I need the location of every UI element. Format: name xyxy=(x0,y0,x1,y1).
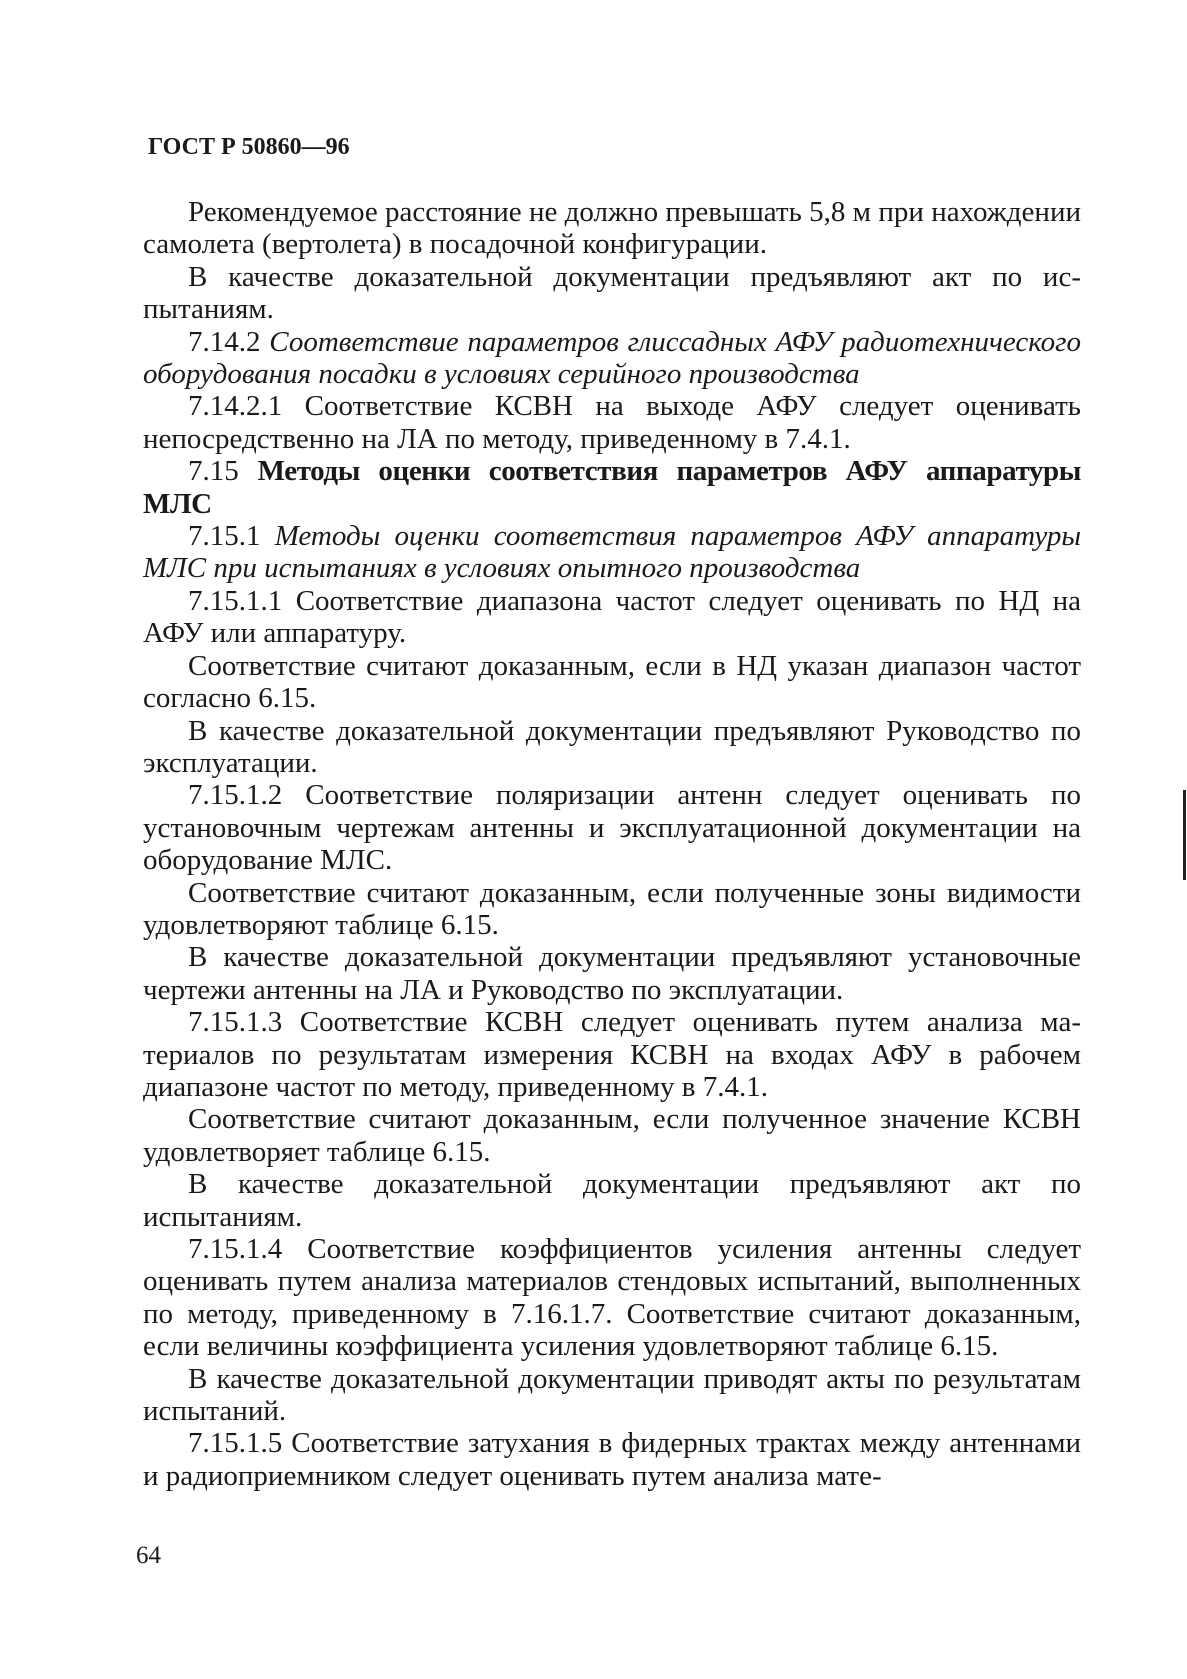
paragraph: В качестве доказательной документации предъявляют акт по испытаниям. xyxy=(143,1168,1081,1233)
page-number: 64 xyxy=(136,1542,161,1569)
section-heading-bold xyxy=(143,455,1081,520)
paragraph: 7.15.1.3 Соответствие КСВН следует оценивать путем анализа материалов по результатам измерения КСВН на входах АФУ в рабочем диапазоне частот по методу, приведенному в 7.4.1. xyxy=(143,1006,1081,1103)
paragraph: 7.15.1.5 Соответствие затухания в фидерных трактах между антеннами и радиоприемником следует оценивать путем анализа мате- xyxy=(143,1427,1081,1492)
paragraph: В качестве доказательной документации приводят акты по результатам испытаний. xyxy=(143,1362,1081,1428)
document-body xyxy=(143,196,1081,1492)
scan-edge-mark xyxy=(1183,790,1186,880)
paragraph: В качестве доказательной документации предъявляют установочные чертежи антенны на ЛА и Руководство по эксплуатации. xyxy=(143,941,1081,1006)
paragraph: Соответствие считают доказанным, если полученное значение КСВН удовлетворяет таблице 6.15. xyxy=(143,1103,1081,1168)
paragraph: 7.15.1.4 Соответствие коэффициентов усиления антенны следует оценивать путем анализа материалов стендовых испытаний, выполненных по методу, приведенному в 7.16.1.7. Соответствие считают доказанным, если величины коэффициента усиления удовлетворяют таблице 6.15. xyxy=(143,1233,1081,1363)
paragraph: 7.15.1.2 Соответствие поляризации антенн следует оценивать по установочным чертежам антенны и эксплуатационной документации на оборудование МЛС. xyxy=(143,779,1081,877)
section-heading-italic xyxy=(143,520,1081,585)
paragraph: В качестве доказательной документации предъявляют Руководство по эксплуатации. xyxy=(143,714,1081,779)
paragraph: Соответствие считают доказанным, если полученные зоны видимости удовлетворяют таблице 6.15. xyxy=(143,876,1081,941)
paragraph: Рекомендуемое расстояние не должно превышать 5,8 м при нахождении самолета (вертолета) в посадочной конфигурации. xyxy=(143,196,1081,261)
section-number: 7.15 xyxy=(188,455,239,488)
section-title: Методы оценки соответствия параметров АФУ аппаратуры МЛС при испытаниях в условиях опытного производства xyxy=(143,520,1081,585)
section-number: 7.15.1 xyxy=(188,520,261,553)
section-title: Методы оценки соответствия параметров АФУ аппаратуры МЛС xyxy=(143,455,1081,520)
section-title: Соответствие параметров глиссадных АФУ радиотехнического оборудования посадки в условиях серийного производства xyxy=(143,325,1081,391)
paragraph: В качестве доказательной документации предъявляют акт по испытаниям. xyxy=(143,260,1081,326)
section-number: 7.14.2 xyxy=(188,325,261,358)
paragraph: Соответствие считают доказанным, если в НД указан диапазон частот согласно 6.15. xyxy=(143,649,1081,715)
paragraph: 7.14.2.1 Соответствие КСВН на выходе АФУ следует оценивать непосредственно на ЛА по методу, приведенному в 7.4.1. xyxy=(143,390,1081,455)
section-heading-italic xyxy=(143,326,1081,391)
paragraph: 7.15.1.1 Соответствие диапазона частот следует оценивать по НД на АФУ или аппаратуру. xyxy=(143,584,1081,650)
standard-header: ГОСТ Р 50860—96 xyxy=(148,134,350,160)
